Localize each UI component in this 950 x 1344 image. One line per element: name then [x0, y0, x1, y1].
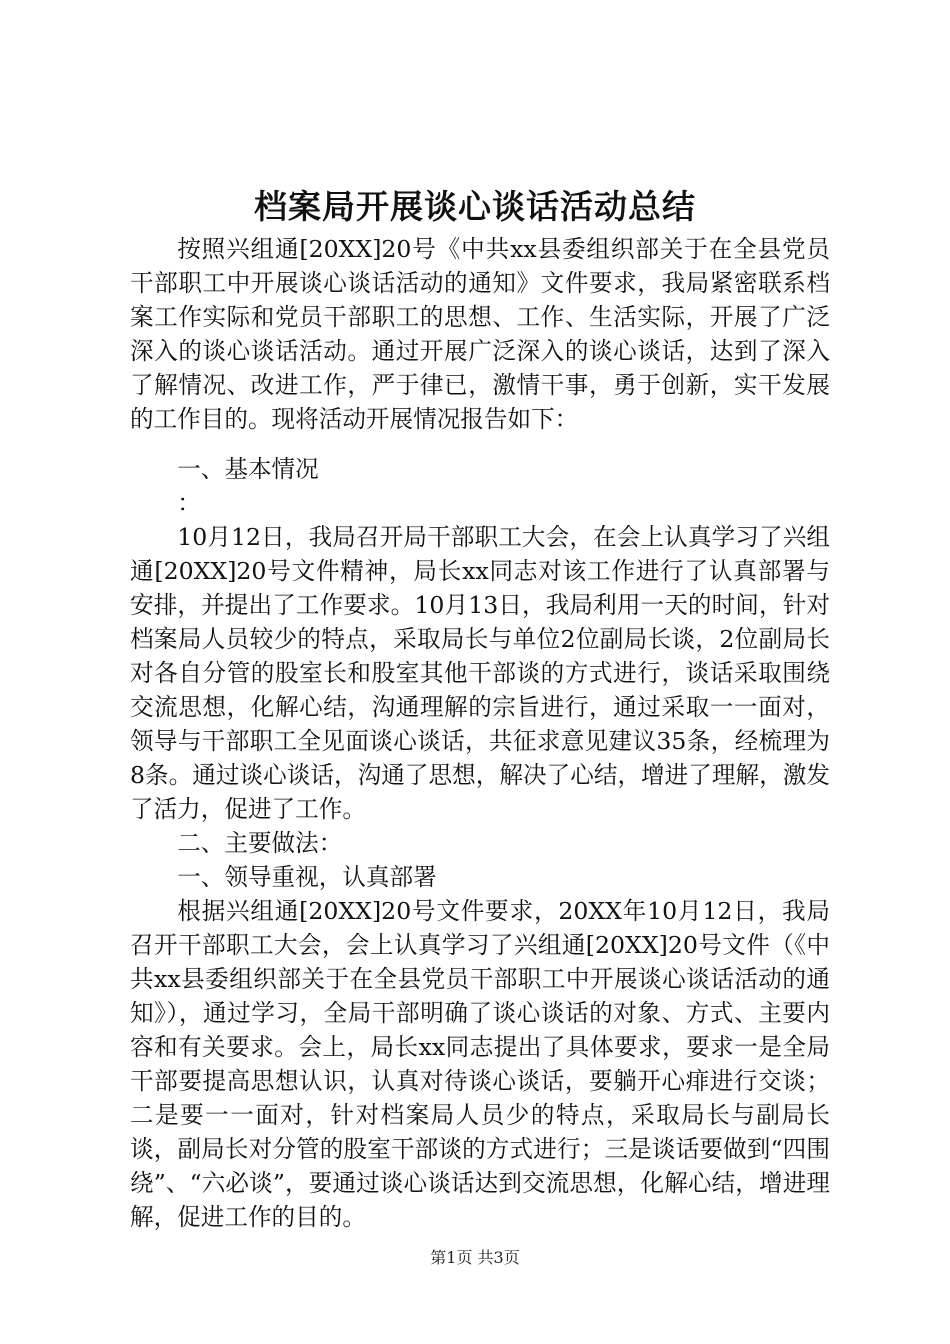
section-heading-main-practices: 二、主要做法：: [177, 829, 343, 857]
leadership-paragraph: 根据兴组通[20XX]20号文件要求，20XX年10月12日，我局召开干部职工大会，会上认真学习了兴组通[20XX]20号文件（《中共xx县委组织部关于在全县党员干部职工中开展谈心谈话活动的通知》），通过学习，全局干部明确了谈心谈话的对象、方式、主要内容和有关要求。会上，局长xx同志提出了具体要求，要求一是全局干部要提高思想认识，认真对待谈心谈话，要躺开心痱进行交谈；二是要一一面对，针对档案局人员少的特点，采取局长与副局长谈，副局长对分管的股室干部谈的方式进行；三是谈话要做到“四围绕”、“六必谈”，要通过谈心谈话达到交流思想，化解心结，增进理解，促进工作的目的。: [130, 897, 830, 1231]
colon-line: ：: [177, 489, 201, 517]
document-body: [130, 232, 830, 1234]
page-footer: 第1页 共3页: [430, 1248, 520, 1267]
intro-paragraph: 按照兴组通[20XX]20号《中共xx县委组织部关于在全县党员干部职工中开展谈心谈话活动的通知》文件要求，我局紧密联系档案工作实际和党员干部职工的思想、工作、生活实际，开展了广泛深入的谈心谈话活动。通过开展广泛深入的谈心谈话，达到了深入了解情况、改进工作，严于律已，激情干事，勇于创新，实干发展的工作目的。现将活动开展情况报告如下：: [130, 235, 830, 433]
section-heading-basic-situation: 一、基本情况: [177, 455, 319, 483]
subsection-heading-leadership: 一、领导重视，认真部署: [177, 863, 437, 891]
document-title: 档案局开展谈心谈话活动总结: [254, 187, 696, 226]
basic-situation-paragraph: 10月12日，我局召开局干部职工大会，在会上认真学习了兴组通[20XX]20号文件精神，局长xx同志对该工作进行了认真部署与安排，并提出了工作要求。10月13日，我局利用一天的时间，针对档案局人员较少的特点，采取局长与单位2位副局长谈，2位副局长对各自分管的股室长和股室其他干部谈的方式进行，谈话采取围绕交流思想，化解心结，沟通理解的宗旨进行，通过采取一一面对，领导与干部职工全见面谈心谈话，共征求意见建议35条，经梳理为8条。通过谈心谈话，沟通了思想，解决了心结，增进了理解，激发了活力，促进了工作。: [130, 523, 830, 823]
